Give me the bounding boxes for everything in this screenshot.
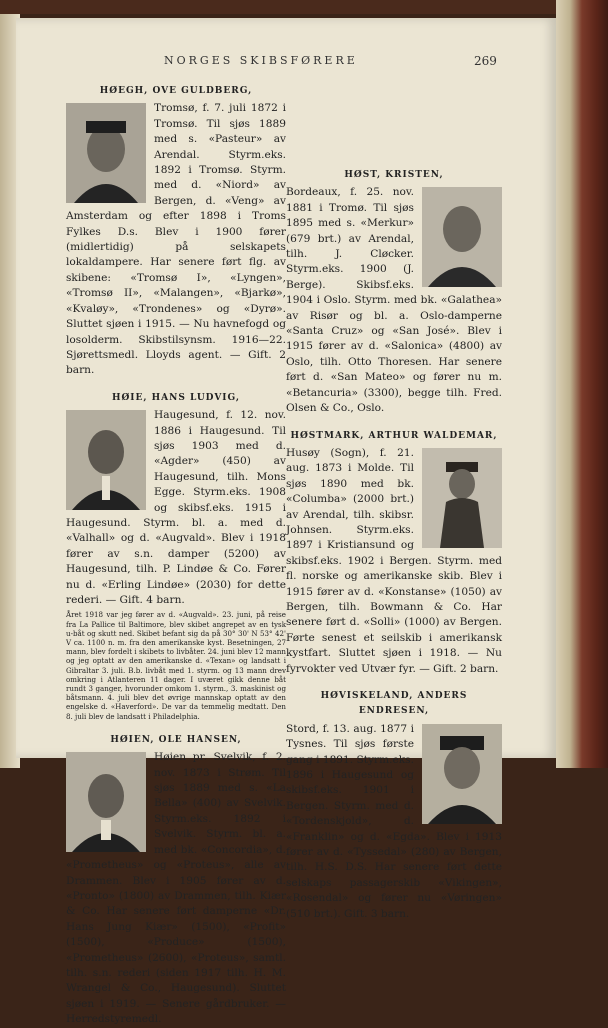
entry-name: HØVISKELAND, ANDERS ENDRESEN, <box>320 691 468 717</box>
entry-text: Høien pr. Svelvik, f. 2. nov. 1873 i Strøm. Til sjøs 1889 med s. «La Bella» (400) av Svelvik. Styrm.eks. 1892 i Svelvik. Styrm. bl. a. med bk. «Concordia», d. «Prometheus» og «Proteus», alle av Drammen. Blev i 1905 fører av d. «Pronto» (1800) av Drammen, tilh. Kiær & Co. Har senere ført damperne «Dr. Hans Jung Kiær» (1500), «Profit» (1500), «Produce» (1500), «Prometheus» (2600), «Proteus», samtl. tilh. s.n. rederi (siden 1917 tilh. H. M. Wrangel & Co., Haugesund). Sluttet sjøen i 1919. — Senere gårdbruker. — Herredstyremedl. <box>66 751 286 1026</box>
entry-name: HØST, KRISTEN, <box>344 170 444 180</box>
book-page <box>16 18 556 1026</box>
book-binding-top <box>0 0 608 14</box>
portrait-photo <box>66 752 146 852</box>
page-number: 269 <box>474 54 497 68</box>
entry-name: HØIEN, OLE HANSEN, <box>110 734 242 745</box>
entry-hoegh <box>66 84 286 379</box>
entry-hostmark <box>286 429 502 678</box>
book-spine <box>556 0 608 768</box>
entry-text: Husøy (Sogn), f. 21. aug. 1873 i Molde. Til sjøs 1890 med bk. «Columba» (2000 brt.) av Arendal, tilh. skibsr. Johnsen. Styrm.eks. 1897 i Kristiansund og skibsf.eks. 1902 i Bergen. Styrm. med fl. norske og amerikanske skib. Blev i 1915 fører av d. «Konstanse» (1050) av Bergen, tilh. Bowmann & Co. Har senere ført d. «Solli» (1000) av Bergen. Førte senest et seilskib i amerikansk kystfart. Sluttet sjøen i 1918. — Nu fyrvokter ved Utvær fyr. — Gift. 2 barn. <box>286 446 502 675</box>
entry-note: Året 1918 var jeg fører av d. «Augvald». 23. juni, på reise fra La Pallice til Baltimore, blev skibet angrepet av en tysk u-båt og skutt ned. Skibet befant sig da på 30° 30' N 53° 42' V ca. 1100 n. m. fra den amerikanske kyst. Besetningen, 27 mann, blev fordelt i skibets to livbåter. 24. juni blev 12 mann og jeg optatt av den amerikanske d. «Texan» og landsatt i Gibraltar 3. juli. B.b. livbåt med 1. styrm. og 13 mann drev omkring i Atlanteren 11 dager. I uværet gikk denne båt rundt 3 ganger, hvorunder omkom 1. styrm., 3. maskinist og båtsmann. 4. juli blev det øvrige mannskap optatt av den engelske d. «Haverford». De var da temmelig medtatt. Den 8. juli blev de landsatt i Philadelphia. <box>66 610 286 721</box>
portrait-photo <box>422 187 502 287</box>
entry-name: HØIE, HANS LUDVIG, <box>111 392 241 403</box>
running-head: NORGES SKIBSFØRERE <box>164 54 358 67</box>
entry-name: HØEGH, OVE GULDBERG, <box>99 86 253 96</box>
entry-text: Stord, f. 13. aug. 1877 i Tysnes. Til sjøs første gang i 1891. Styrm.eks. 1896 i Haugesund og skibsf.eks. 1901 i Bergen. Styrm. med d. «Tordenskjold», d. «Franklin» og d. «Egda». Blev i 1913 fører av d. «Tyssedal» (280) av Bergen, tilh. H.S. D.S. Har senere ført dette selskaps passagerskib «Vikingen», «Rosendal» og fører nu «Vøringen» (510 brt.). Gift. 3 barn. <box>286 722 502 920</box>
right-column <box>286 168 502 922</box>
entry-text: Haugesund, f. 12. nov. 1886 i Haugesund. Til sjøs 1903 med d. «Agder» (450) av Haugesund, tilh. Mons Egge. Styrm.eks. 1908 og skibsf.eks. 1915 i Haugesund. Styrm. bl. a. med d. «Valhall» og d. «Augvald». Blev i 1918 fører av s.n. damper (5200) av Haugesund, tilh. P. Lindøe & Co. Fører nu d. «Erling Lindøe» (2030) for dette rederi. — Gift. 4 barn. <box>66 409 286 606</box>
entry-hoien <box>66 733 286 1028</box>
entry-hoviskeland <box>286 689 502 922</box>
portrait-photo <box>422 448 502 548</box>
entry-text: Tromsø, f. 7. juli 1872 i Tromsø. Til sjøs 1889 med s. «Pasteur» av Arendal. Styrm.eks. 1892 i Tromsø. Styrm. med d. «Niord» av Bergen, d. «Veng» av Amsterdam og efter 1898 i Troms Fylkes D.s. Blev i 1900 fører (midlertidig) på selskapets lokaldampere. Har senere ført flg. av skibene: «Tromsø I», «Lyngen», «Tromsø II», «Malangen», «Bjarkø», «Kvaløy», «Trondenes» og «Dyrø». Sluttet sjøen i 1915. — Nu havnefogd og losolderm. Skibstilsynsm. 1916—22. Sjørettsmedl. Lloyds agent. — Gift. 2 barn. <box>66 102 286 377</box>
portrait-photo <box>66 103 146 203</box>
entry-name: HØSTMARK, ARTHUR WALDEMAR, <box>290 430 498 441</box>
entry-hoie <box>66 391 286 721</box>
entry-text: Bordeaux, f. 25. nov. 1881 i Tromø. Til sjøs 1895 med s. «Merkur» (679 brt.) av Arendal, tilh. J. Cløcker. Styrm.eks. 1900 (J. Berge). Skibsf.eks. 1904 i Oslo. Styrm. med bk. «Galathea» av Risør og bl. a. Oslo-damperne «Santa Cruz» og «San José». Blev i 1915 fører av d. «Salonica» (4800) av Oslo, tilh. Otto Thoresen. Har senere ført d. «San Mateo» og fører nu m. «Betancuria» (3300), begge tilh. Fred. Olsen & Co., Oslo. <box>286 186 502 415</box>
portrait-photo <box>66 410 146 510</box>
portrait-photo <box>422 724 502 824</box>
entry-host <box>286 168 502 417</box>
left-column <box>66 84 286 1028</box>
